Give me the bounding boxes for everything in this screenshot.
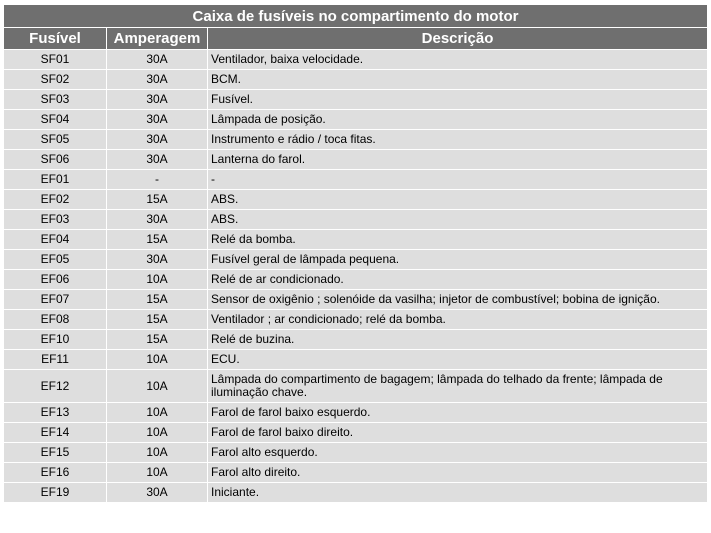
table-row	[4, 290, 708, 310]
table-row	[4, 210, 708, 230]
table-row	[4, 250, 708, 270]
description-cell: Ventilador, baixa velocidade.	[208, 50, 708, 70]
fuse-cell: EF10	[4, 330, 107, 350]
table-row	[4, 230, 708, 250]
fuse-table-container	[3, 4, 707, 503]
table-row	[4, 350, 708, 370]
description-cell: Lâmpada de posição.	[208, 110, 708, 130]
table-row	[4, 170, 708, 190]
table-row	[4, 370, 708, 403]
fuse-cell: EF12	[4, 370, 107, 403]
description-cell: Farol alto direito.	[208, 463, 708, 483]
amperage-cell: 30A	[107, 130, 208, 150]
amperage-cell: 15A	[107, 290, 208, 310]
table-row	[4, 110, 708, 130]
table-row	[4, 423, 708, 443]
fuse-cell: EF14	[4, 423, 107, 443]
description-cell: Lanterna do farol.	[208, 150, 708, 170]
amperage-cell: 30A	[107, 483, 208, 503]
description-cell: Instrumento e rádio / toca fitas.	[208, 130, 708, 150]
table-row	[4, 330, 708, 350]
column-header-fuse: Fusível	[4, 28, 107, 50]
amperage-cell: 10A	[107, 370, 208, 403]
amperage-cell: 30A	[107, 250, 208, 270]
fuse-cell: EF02	[4, 190, 107, 210]
column-header-description: Descrição	[208, 28, 708, 50]
description-cell: Iniciante.	[208, 483, 708, 503]
amperage-cell: 15A	[107, 310, 208, 330]
description-cell: ECU.	[208, 350, 708, 370]
table-row	[4, 130, 708, 150]
table-row	[4, 150, 708, 170]
fuse-cell: EF08	[4, 310, 107, 330]
amperage-cell: 15A	[107, 330, 208, 350]
description-cell: Fusível.	[208, 90, 708, 110]
description-cell: ABS.	[208, 210, 708, 230]
description-cell: Farol de farol baixo esquerdo.	[208, 403, 708, 423]
table-title: Caixa de fusíveis no compartimento do motor	[4, 5, 708, 28]
fuse-cell: SF01	[4, 50, 107, 70]
amperage-cell: 30A	[107, 210, 208, 230]
fuse-cell: EF16	[4, 463, 107, 483]
amperage-cell: 10A	[107, 443, 208, 463]
table-row	[4, 50, 708, 70]
description-cell: Farol alto esquerdo.	[208, 443, 708, 463]
fuse-cell: SF05	[4, 130, 107, 150]
amperage-cell: 30A	[107, 70, 208, 90]
amperage-cell: 10A	[107, 463, 208, 483]
fuse-cell: EF05	[4, 250, 107, 270]
description-cell: Relé de ar condicionado.	[208, 270, 708, 290]
amperage-cell: 10A	[107, 270, 208, 290]
fuse-cell: SF03	[4, 90, 107, 110]
table-row	[4, 270, 708, 290]
description-cell: Relé da bomba.	[208, 230, 708, 250]
description-cell: ABS.	[208, 190, 708, 210]
description-cell: Sensor de oxigênio ; solenóide da vasilha; injetor de combustível; bobina de ignição.	[208, 290, 708, 310]
fuse-cell: EF03	[4, 210, 107, 230]
fuse-cell: SF04	[4, 110, 107, 130]
amperage-cell: 30A	[107, 110, 208, 130]
fuse-table	[3, 4, 708, 503]
table-title-row	[4, 5, 708, 28]
table-row	[4, 483, 708, 503]
description-cell: Lâmpada do compartimento de bagagem; lâmpada do telhado da frente; lâmpada de iluminação chave.	[208, 370, 708, 403]
table-row	[4, 190, 708, 210]
table-row	[4, 403, 708, 423]
table-header-row	[4, 28, 708, 50]
amperage-cell: 10A	[107, 423, 208, 443]
amperage-cell: 10A	[107, 350, 208, 370]
amperage-cell: 30A	[107, 50, 208, 70]
fuse-cell: EF01	[4, 170, 107, 190]
fuse-cell: EF11	[4, 350, 107, 370]
description-cell: Relé de buzina.	[208, 330, 708, 350]
fuse-cell: EF19	[4, 483, 107, 503]
table-row	[4, 310, 708, 330]
description-cell: Farol de farol baixo direito.	[208, 423, 708, 443]
description-cell: Ventilador ; ar condicionado; relé da bomba.	[208, 310, 708, 330]
amperage-cell: 10A	[107, 403, 208, 423]
amperage-cell: 15A	[107, 190, 208, 210]
fuse-cell: EF04	[4, 230, 107, 250]
fuse-cell: SF02	[4, 70, 107, 90]
description-cell: Fusível geral de lâmpada pequena.	[208, 250, 708, 270]
fuse-cell: SF06	[4, 150, 107, 170]
amperage-cell: 15A	[107, 230, 208, 250]
description-cell: BCM.	[208, 70, 708, 90]
amperage-cell: 30A	[107, 90, 208, 110]
amperage-cell: -	[107, 170, 208, 190]
fuse-cell: EF13	[4, 403, 107, 423]
table-row	[4, 70, 708, 90]
description-cell: -	[208, 170, 708, 190]
table-row	[4, 90, 708, 110]
fuse-cell: EF07	[4, 290, 107, 310]
table-row	[4, 463, 708, 483]
table-row	[4, 443, 708, 463]
fuse-cell: EF06	[4, 270, 107, 290]
column-header-amperage: Amperagem	[107, 28, 208, 50]
amperage-cell: 30A	[107, 150, 208, 170]
fuse-cell: EF15	[4, 443, 107, 463]
